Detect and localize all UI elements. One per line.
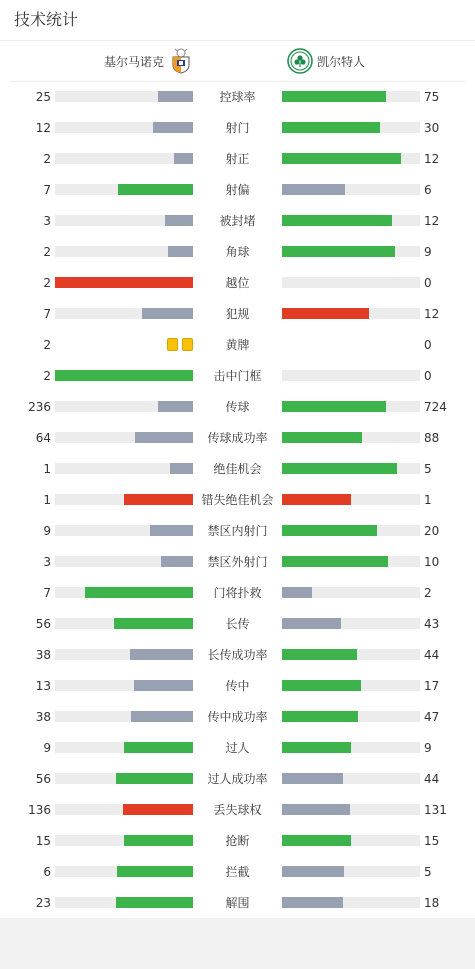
home-bar-fill xyxy=(161,556,193,567)
stat-label: 门将扑救 xyxy=(213,586,262,600)
stat-row xyxy=(0,577,475,608)
home-bar-track xyxy=(55,463,193,474)
home-bar-fill xyxy=(123,804,193,815)
away-value: 6 xyxy=(424,183,432,197)
home-bar-fill xyxy=(116,773,193,784)
home-bar-fill xyxy=(131,711,193,722)
stat-row xyxy=(0,701,475,732)
away-value: 18 xyxy=(424,896,440,910)
stat-row xyxy=(0,794,475,825)
stat-row xyxy=(0,484,475,515)
away-bar-fill xyxy=(282,556,388,567)
stat-label: 越位 xyxy=(225,276,250,290)
stat-label: 传中 xyxy=(225,679,250,693)
away-value: 0 xyxy=(424,338,432,352)
home-value: 38 xyxy=(35,648,51,662)
stat-label: 错失绝佳机会 xyxy=(201,493,274,507)
home-bar-fill xyxy=(135,432,193,443)
away-bar-fill xyxy=(282,835,351,846)
away-bar-fill xyxy=(282,153,401,164)
away-bar-fill xyxy=(282,711,358,722)
home-value: 25 xyxy=(35,90,51,104)
home-bar-track xyxy=(55,308,193,319)
away-bar-track xyxy=(282,463,420,474)
away-bar-fill xyxy=(282,308,369,319)
away-value: 20 xyxy=(424,524,440,538)
away-value: 0 xyxy=(424,276,432,290)
stat-label: 被封堵 xyxy=(219,214,256,228)
home-value: 56 xyxy=(35,617,51,631)
stat-row xyxy=(0,205,475,236)
stat-row xyxy=(0,298,475,329)
home-bar-fill xyxy=(117,866,193,877)
away-bar-track xyxy=(282,122,420,133)
away-value: 88 xyxy=(424,431,440,445)
home-bar-track xyxy=(55,370,193,381)
stat-row xyxy=(0,329,475,360)
away-bar-fill xyxy=(282,897,343,908)
stat-row xyxy=(0,763,475,794)
stat-label: 控球率 xyxy=(219,90,256,104)
stat-label: 击中门框 xyxy=(213,369,262,383)
away-value: 17 xyxy=(424,679,440,693)
home-bar-track xyxy=(55,184,193,195)
home-value: 13 xyxy=(35,679,51,693)
home-bar-fill xyxy=(142,308,193,319)
home-value: 9 xyxy=(43,524,51,538)
away-bar-fill xyxy=(282,804,350,815)
stat-label: 长传 xyxy=(225,617,250,631)
home-bar-fill xyxy=(158,91,193,102)
stat-row xyxy=(0,391,475,422)
stat-row xyxy=(0,453,475,484)
away-bar-fill xyxy=(282,494,351,505)
away-bar-fill xyxy=(282,587,312,598)
home-bar-fill xyxy=(114,618,193,629)
stat-label: 角球 xyxy=(225,245,250,259)
stat-row xyxy=(0,856,475,887)
away-bar-fill xyxy=(282,401,386,412)
home-value: 136 xyxy=(28,803,51,817)
home-bar-track xyxy=(55,432,193,443)
away-bar-track xyxy=(282,866,420,877)
home-value: 2 xyxy=(43,245,51,259)
away-bar-track xyxy=(282,91,420,102)
home-bar-track xyxy=(55,494,193,505)
away-value: 0 xyxy=(424,369,432,383)
stat-row xyxy=(0,267,475,298)
home-yellow-cards xyxy=(167,338,193,351)
away-bar-track xyxy=(282,742,420,753)
away-value: 75 xyxy=(424,90,440,104)
stat-row xyxy=(0,670,475,701)
stat-label: 犯规 xyxy=(225,307,250,321)
home-bar-fill xyxy=(158,401,193,412)
away-value: 5 xyxy=(424,865,432,879)
home-bar-fill xyxy=(150,525,193,536)
home-bar-track xyxy=(55,835,193,846)
kilmarnock-crest-icon xyxy=(170,48,192,77)
home-team-name: 基尔马诺克 xyxy=(103,55,164,69)
away-value: 43 xyxy=(424,617,440,631)
home-bar-track xyxy=(55,742,193,753)
home-value: 15 xyxy=(35,834,51,848)
away-value: 1 xyxy=(424,493,432,507)
away-bar-track xyxy=(282,246,420,257)
stat-label: 传中成功率 xyxy=(207,710,268,724)
home-bar-fill xyxy=(153,122,193,133)
away-bar-fill xyxy=(282,91,386,102)
home-bar-track xyxy=(55,277,193,288)
away-bar-track xyxy=(282,494,420,505)
away-value: 12 xyxy=(424,152,440,166)
stat-label: 绝佳机会 xyxy=(213,462,262,476)
away-value: 44 xyxy=(424,772,440,786)
stat-row xyxy=(0,639,475,670)
away-bar-fill xyxy=(282,680,361,691)
away-bar-track xyxy=(282,277,420,288)
away-bar-track xyxy=(282,184,420,195)
stat-label: 禁区内射门 xyxy=(207,524,268,538)
stat-label: 丢失球权 xyxy=(213,803,262,817)
away-bar-fill xyxy=(282,246,395,257)
home-bar-track xyxy=(55,866,193,877)
home-value: 2 xyxy=(43,338,51,352)
away-value: 15 xyxy=(424,834,440,848)
away-value: 30 xyxy=(424,121,440,135)
stat-label: 长传成功率 xyxy=(207,648,268,662)
home-bar-track xyxy=(55,587,193,598)
away-bar-track xyxy=(282,556,420,567)
away-bar-fill xyxy=(282,742,351,753)
stat-row xyxy=(0,608,475,639)
home-value: 1 xyxy=(43,462,51,476)
title-divider xyxy=(0,40,475,41)
home-bar-track xyxy=(55,401,193,412)
home-value: 2 xyxy=(43,369,51,383)
away-bar-track xyxy=(282,432,420,443)
away-bar-track xyxy=(282,587,420,598)
stat-row xyxy=(0,546,475,577)
away-bar-fill xyxy=(282,866,344,877)
home-bar-track xyxy=(55,246,193,257)
away-bar-track xyxy=(282,680,420,691)
away-bar-fill xyxy=(282,649,357,660)
home-value: 2 xyxy=(43,152,51,166)
home-value: 9 xyxy=(43,741,51,755)
home-bar-fill xyxy=(170,463,193,474)
stat-label: 传球成功率 xyxy=(207,431,268,445)
stat-row xyxy=(0,825,475,856)
away-bar-track xyxy=(282,308,420,319)
home-bar-fill xyxy=(174,153,193,164)
home-bar-fill xyxy=(116,897,193,908)
stat-label: 黄牌 xyxy=(225,338,250,352)
stat-row xyxy=(0,112,475,143)
away-bar-track xyxy=(282,618,420,629)
home-bar-fill xyxy=(55,277,193,288)
away-value: 9 xyxy=(424,741,432,755)
home-bar-track xyxy=(55,897,193,908)
home-bar-fill xyxy=(168,246,193,257)
stat-row xyxy=(0,515,475,546)
yellow-card-icon xyxy=(182,338,193,351)
home-value: 7 xyxy=(43,586,51,600)
away-bar-track xyxy=(282,153,420,164)
stat-row xyxy=(0,143,475,174)
away-bar-fill xyxy=(282,525,377,536)
away-bar-track xyxy=(282,401,420,412)
home-bar-track xyxy=(55,711,193,722)
home-bar-track xyxy=(55,122,193,133)
stat-row xyxy=(0,732,475,763)
home-bar-fill xyxy=(124,494,193,505)
home-bar-fill xyxy=(130,649,193,660)
home-value: 2 xyxy=(43,276,51,290)
stats-list xyxy=(0,81,475,918)
home-bar-fill xyxy=(118,184,193,195)
stat-row xyxy=(0,174,475,205)
away-bar-fill xyxy=(282,463,397,474)
stat-row xyxy=(0,236,475,267)
home-value: 23 xyxy=(35,896,51,910)
home-value: 7 xyxy=(43,307,51,321)
stat-row xyxy=(0,422,475,453)
home-bar-track xyxy=(55,153,193,164)
home-value: 64 xyxy=(35,431,51,445)
away-team[interactable] xyxy=(287,47,365,77)
home-bar-fill xyxy=(134,680,193,691)
away-bar-fill xyxy=(282,432,362,443)
home-value: 56 xyxy=(35,772,51,786)
home-value: 7 xyxy=(43,183,51,197)
home-bar-fill xyxy=(124,835,193,846)
home-bar-track xyxy=(55,773,193,784)
stat-label: 拦截 xyxy=(225,865,250,879)
away-bar-track xyxy=(282,370,420,381)
away-bar-track xyxy=(282,773,420,784)
stat-label: 过人 xyxy=(225,741,250,755)
stat-label: 射正 xyxy=(225,152,250,166)
home-value: 3 xyxy=(43,555,51,569)
away-bar-track xyxy=(282,215,420,226)
home-team[interactable] xyxy=(104,47,192,77)
away-bar-fill xyxy=(282,122,380,133)
away-bar-track xyxy=(282,835,420,846)
away-value: 724 xyxy=(424,400,447,414)
page-title: 技术统计 xyxy=(14,10,79,29)
away-bar-track xyxy=(282,804,420,815)
home-bar-fill xyxy=(165,215,193,226)
home-bar-track xyxy=(55,618,193,629)
away-value: 44 xyxy=(424,648,440,662)
away-value: 2 xyxy=(424,586,432,600)
stat-label: 射门 xyxy=(225,121,250,135)
home-value: 12 xyxy=(35,121,51,135)
stat-label: 射偏 xyxy=(225,183,250,197)
home-bar-track xyxy=(55,680,193,691)
away-bar-track xyxy=(282,649,420,660)
stat-row xyxy=(0,360,475,391)
away-bar-fill xyxy=(282,773,343,784)
celtic-crest-icon xyxy=(287,48,313,77)
stat-label: 过人成功率 xyxy=(207,772,268,786)
away-bar-fill xyxy=(282,618,341,629)
away-bar-fill xyxy=(282,215,392,226)
stat-label: 传球 xyxy=(225,400,250,414)
stat-label: 禁区外射门 xyxy=(207,555,268,569)
home-value: 6 xyxy=(43,865,51,879)
away-value: 12 xyxy=(424,214,440,228)
home-value: 3 xyxy=(43,214,51,228)
home-bar-track xyxy=(55,215,193,226)
home-value: 1 xyxy=(43,493,51,507)
stat-row xyxy=(0,887,475,918)
away-value: 10 xyxy=(424,555,440,569)
stat-label: 抢断 xyxy=(225,834,250,848)
away-bar-track xyxy=(282,897,420,908)
yellow-card-icon xyxy=(167,338,178,351)
home-value: 38 xyxy=(35,710,51,724)
away-bar-track xyxy=(282,711,420,722)
away-value: 131 xyxy=(424,803,447,817)
away-value: 47 xyxy=(424,710,440,724)
home-bar-fill xyxy=(55,370,193,381)
home-bar-fill xyxy=(124,742,193,753)
home-bar-fill xyxy=(85,587,193,598)
home-bar-track xyxy=(55,804,193,815)
stat-label: 解围 xyxy=(225,896,250,910)
home-bar-track xyxy=(55,91,193,102)
away-team-name: 凯尔特人 xyxy=(317,55,366,69)
away-value: 9 xyxy=(424,245,432,259)
stat-row xyxy=(0,81,475,112)
home-bar-track xyxy=(55,649,193,660)
home-value: 236 xyxy=(28,400,51,414)
away-value: 12 xyxy=(424,307,440,321)
home-bar-track xyxy=(55,556,193,567)
away-value: 5 xyxy=(424,462,432,476)
away-bar-fill xyxy=(282,184,345,195)
away-bar-track xyxy=(282,525,420,536)
home-bar-track xyxy=(55,525,193,536)
